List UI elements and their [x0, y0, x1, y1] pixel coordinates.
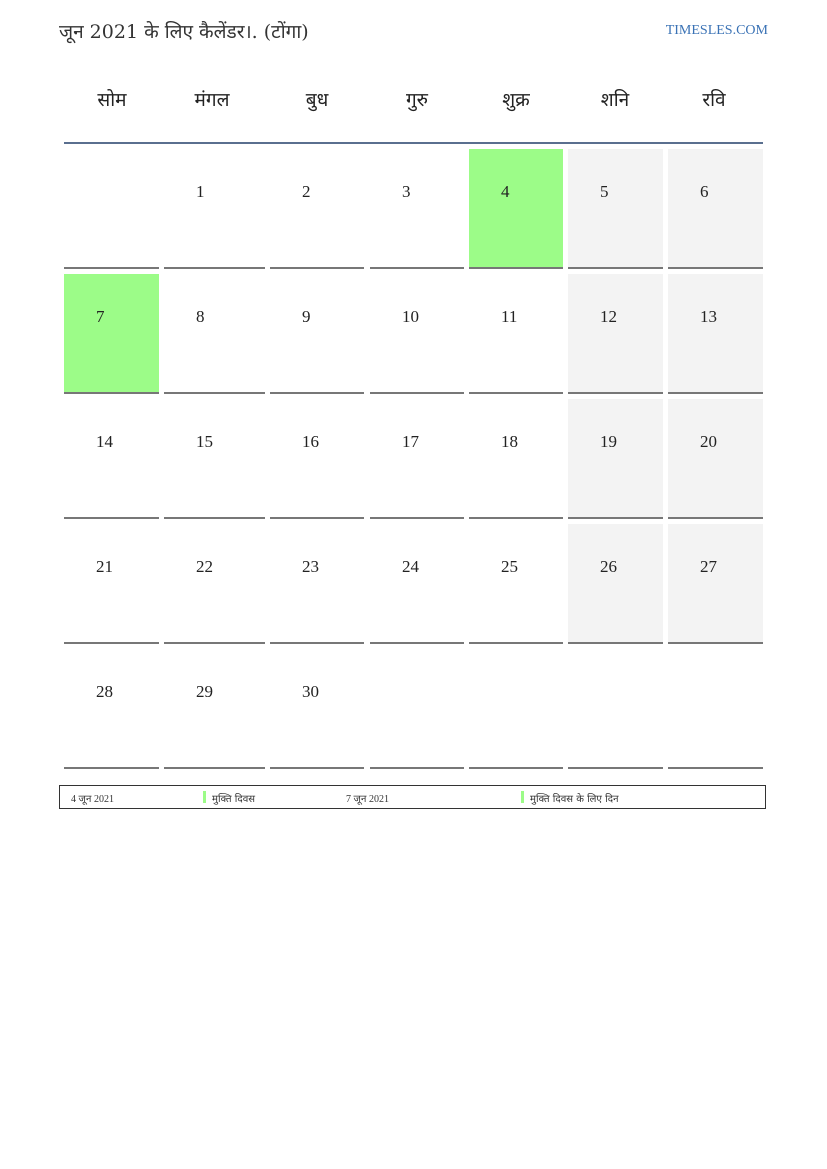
legend-name-1: मुक्ति दिवस	[212, 794, 256, 805]
calendar-cell-day-30	[270, 649, 364, 769]
calendar-cell-day-5	[568, 149, 663, 269]
calendar-cell-day-27	[668, 524, 763, 644]
calendar-cell-empty	[668, 649, 763, 769]
calendar-cell-day-6	[668, 149, 763, 269]
calendar-cell-day-20	[668, 399, 763, 519]
day-number: 11	[501, 307, 518, 326]
calendar-cell-day-18	[469, 399, 563, 519]
calendar-cell-day-22	[164, 524, 265, 644]
day-number: 15	[196, 432, 213, 451]
weekday-mon: सोम	[97, 89, 127, 111]
day-number: 25	[501, 557, 518, 576]
calendar-cell-day-17	[370, 399, 464, 519]
day-number: 27	[700, 557, 717, 576]
holiday-legend	[59, 785, 766, 809]
day-number: 10	[402, 307, 419, 326]
day-number: 6	[700, 182, 709, 201]
day-number: 18	[501, 432, 518, 451]
calendar-cell-day-24	[370, 524, 464, 644]
calendar-cell-day-3	[370, 149, 464, 269]
day-number: 5	[600, 182, 609, 201]
day-number: 13	[700, 307, 717, 326]
calendar-cell-day-8	[164, 274, 265, 394]
legend-date-1: 4 जून 2021	[71, 794, 114, 805]
day-number: 1	[196, 182, 205, 201]
calendar-cell-day-11	[469, 274, 563, 394]
calendar-cell-empty	[469, 649, 563, 769]
calendar-cell-day-26	[568, 524, 663, 644]
day-number: 7	[96, 307, 105, 326]
calendar-cell-day-13	[668, 274, 763, 394]
day-number: 24	[402, 557, 419, 576]
weekday-fri: शुक्र	[502, 89, 530, 111]
day-number: 23	[302, 557, 319, 576]
calendar-cell-day-12	[568, 274, 663, 394]
day-number: 8	[196, 307, 205, 326]
weekday-sun: रवि	[702, 89, 726, 111]
day-number: 9	[302, 307, 311, 326]
day-number: 14	[96, 432, 113, 451]
day-number: 21	[96, 557, 113, 576]
day-number: 3	[402, 182, 411, 201]
day-number: 28	[96, 682, 113, 701]
day-number: 20	[700, 432, 717, 451]
calendar-cell-day-25	[469, 524, 563, 644]
weekday-wed: बुध	[305, 89, 329, 111]
day-number: 26	[600, 557, 617, 576]
calendar-cell-day-21	[64, 524, 159, 644]
calendar-cell-day-14	[64, 399, 159, 519]
calendar-cell-day-2	[270, 149, 364, 269]
calendar-cell-empty	[568, 649, 663, 769]
calendar-cell-day-15	[164, 399, 265, 519]
day-number: 16	[302, 432, 319, 451]
calendar-cell-day-10	[370, 274, 464, 394]
weekday-thu: गुरु	[405, 89, 429, 111]
legend-swatch-2	[521, 791, 524, 803]
day-number: 4	[501, 182, 510, 201]
day-number: 30	[302, 682, 319, 701]
calendar-cell-day-9	[270, 274, 364, 394]
weekday-sat: शनि	[600, 89, 630, 111]
calendar-cell-day-4	[469, 149, 563, 269]
page-title: जून 2021 के लिए कैलेंडर।. (टोंगा)	[59, 21, 309, 43]
calendar-cell-day-16	[270, 399, 364, 519]
legend-swatch-1	[203, 791, 206, 803]
calendar-cell-empty	[64, 149, 159, 269]
calendar-cell-day-29	[164, 649, 265, 769]
weekday-header-row	[64, 86, 764, 122]
day-number: 22	[196, 557, 213, 576]
day-number: 29	[196, 682, 213, 701]
calendar-cell-day-19	[568, 399, 663, 519]
calendar-cell-empty	[370, 649, 464, 769]
day-number: 17	[402, 432, 419, 451]
calendar-cell-day-7	[64, 274, 159, 394]
site-link[interactable]: TIMESLES.COM	[665, 23, 768, 38]
legend-name-2: मुक्ति दिवस के लिए दिन	[530, 794, 619, 805]
calendar-cell-day-23	[270, 524, 364, 644]
day-number: 19	[600, 432, 617, 451]
weekday-tue: मंगल	[194, 89, 230, 111]
calendar-cell-day-28	[64, 649, 159, 769]
legend-date-2: 7 जून 2021	[346, 794, 389, 805]
day-number: 2	[302, 182, 311, 201]
header-divider	[64, 142, 763, 144]
calendar-cell-day-1	[164, 149, 265, 269]
day-number: 12	[600, 307, 617, 326]
